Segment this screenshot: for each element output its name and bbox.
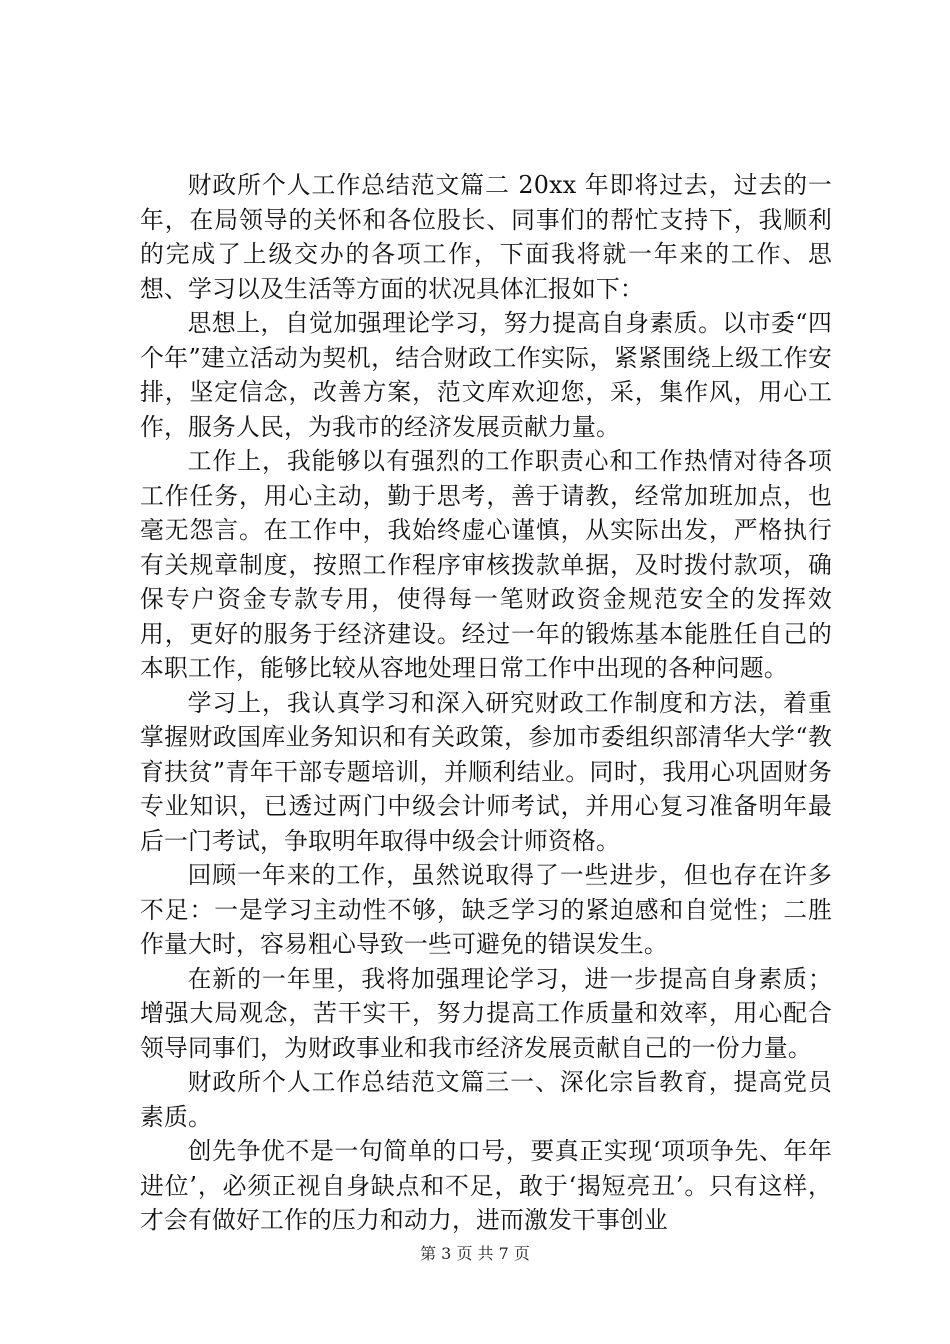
paragraph: 财政所个人工作总结范文篇二 20xx 年即将过去，过去的一年，在局领导的关怀和各位股长、同事们的帮忙支持下，我顺利的完成了上级交办的各项工作，下面我将就一年来的工作、思想、学习以及生活等方面的状况具体汇报如下： [140, 171, 832, 303]
paragraph: 思想上，自觉加强理论学习，努力提高自身素质。以市委“四个年”建立活动为契机，结合财政工作实际，紧紧围绕上级工作安排，坚定信念，改善方案，范文库欢迎您，采，集作风，用心工作，服务人民，为我市的经济发展贡献力量。 [140, 309, 832, 441]
paragraph: 工作上，我能够以有强烈的工作职责心和工作热情对待各项工作任务，用心主动，勤于思考，善于请教，经常加班加点，也毫无怨言。在工作中，我始终虚心谨慎，从实际出发，严格执行有关规章制度，按照工作程序审核拨款单据，及时拨付款项，确保专户资金专款专用，使得每一笔财政资金规范安全的发挥效用，更好的服务于经济建设。经过一年的锻炼基本能胜任自己的本职工作，能够比较从容地处理日常工作中出现的各种问题。 [140, 447, 832, 682]
document-body [140, 168, 832, 1238]
paragraph: 财政所个人工作总结范文篇三一、深化宗旨教育，提高党员素质。 [140, 1068, 832, 1131]
paragraph: 在新的一年里，我将加强理论学习，进一步提高自身素质；增强大局观念，苦干实干，努力提高工作质量和效率，用心配合领导同事们，为财政事业和我市经济发展贡献自己的一份力量。 [140, 964, 832, 1062]
page-footer [0, 1244, 950, 1264]
paragraph: 学习上，我认真学习和深入研究财政工作制度和方法，着重掌握财政国库业务知识和有关政策，参加市委组织部清华大学“教育扶贫”青年干部专题培训，并顺利结业。同时，我用心巩固财务专业知识，已透过两门中级会计师考试，并用心复习准备明年最后一门考试，争取明年取得中级会计师资格。 [140, 688, 832, 855]
paragraph: 回顾一年来的工作，虽然说取得了一些进步，但也存在许多不足：一是学习主动性不够，缺乏学习的紧迫感和自觉性；二胜作量大时，容易粗心导致一些可避免的错误发生。 [140, 861, 832, 958]
paragraph: 创先争优不是一句简单的口号，要真正实现‘项项争先、年年进位’，必须正视自身缺点和不足，敢于‘揭短亮丑’。只有这样，才会有做好工作的压力和动力，进而激发干事创业 [140, 1137, 832, 1234]
page-number: 第 3 页 共 7 页 [420, 1244, 530, 1263]
